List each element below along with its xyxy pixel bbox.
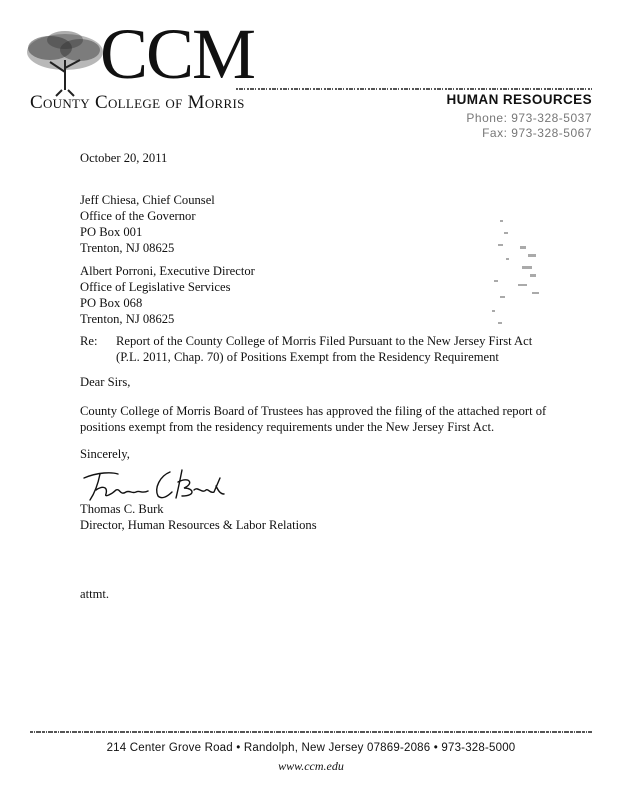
department-name: HUMAN RESOURCES xyxy=(446,92,592,107)
recipient-address-block xyxy=(80,192,215,256)
ccm-logo: CCM xyxy=(100,14,255,94)
address-line: Trenton, NJ 08625 xyxy=(80,312,175,326)
address-line: Jeff Chiesa, Chief Counsel xyxy=(80,193,215,207)
address-line: Office of the Governor xyxy=(80,209,196,223)
closing: Sincerely, xyxy=(80,447,130,461)
signer-name: Thomas C. Burk xyxy=(80,502,164,516)
subject-line: Report of the County College of Morris Filed Pursuant to the New Jersey First Act (P.L. 2011, Chap. 70) of Positions Exempt from the Residency Requirement xyxy=(116,334,533,364)
address-line: PO Box 068 xyxy=(80,296,143,310)
re-label: Re: xyxy=(80,334,98,348)
handwritten-signature xyxy=(78,464,228,506)
address-line: Office of Legislative Services xyxy=(80,280,231,294)
footer-website: www.ccm.edu xyxy=(278,759,344,773)
enclosure-note: attmt. xyxy=(80,587,110,601)
footer-divider xyxy=(30,730,592,734)
recipient-address-block xyxy=(80,263,255,327)
phone-number: Phone: 973-328-5037 xyxy=(466,111,592,125)
letter-date: October 20, 2011 xyxy=(80,151,168,165)
scan-artifact xyxy=(480,210,560,330)
address-line: Trenton, NJ 08625 xyxy=(80,241,175,255)
signer-title: Director, Human Resources & Labor Relations xyxy=(80,518,317,532)
salutation: Dear Sirs, xyxy=(80,375,131,389)
header-divider xyxy=(236,87,592,91)
body-paragraph: County College of Morris Board of Trustees has approved the filing of the attached report of positions exempt from the residency requirements under the New Jersey First Act. xyxy=(80,404,547,434)
footer-address: 214 Center Grove Road • Randolph, New Jersey 07869-2086 • 973-328-5000 xyxy=(106,742,516,754)
college-name: County College of Morris xyxy=(30,92,245,113)
address-line: PO Box 001 xyxy=(80,225,143,239)
fax-number: Fax: 973-328-5067 xyxy=(482,126,592,140)
address-line: Albert Porroni, Executive Director xyxy=(80,264,255,278)
